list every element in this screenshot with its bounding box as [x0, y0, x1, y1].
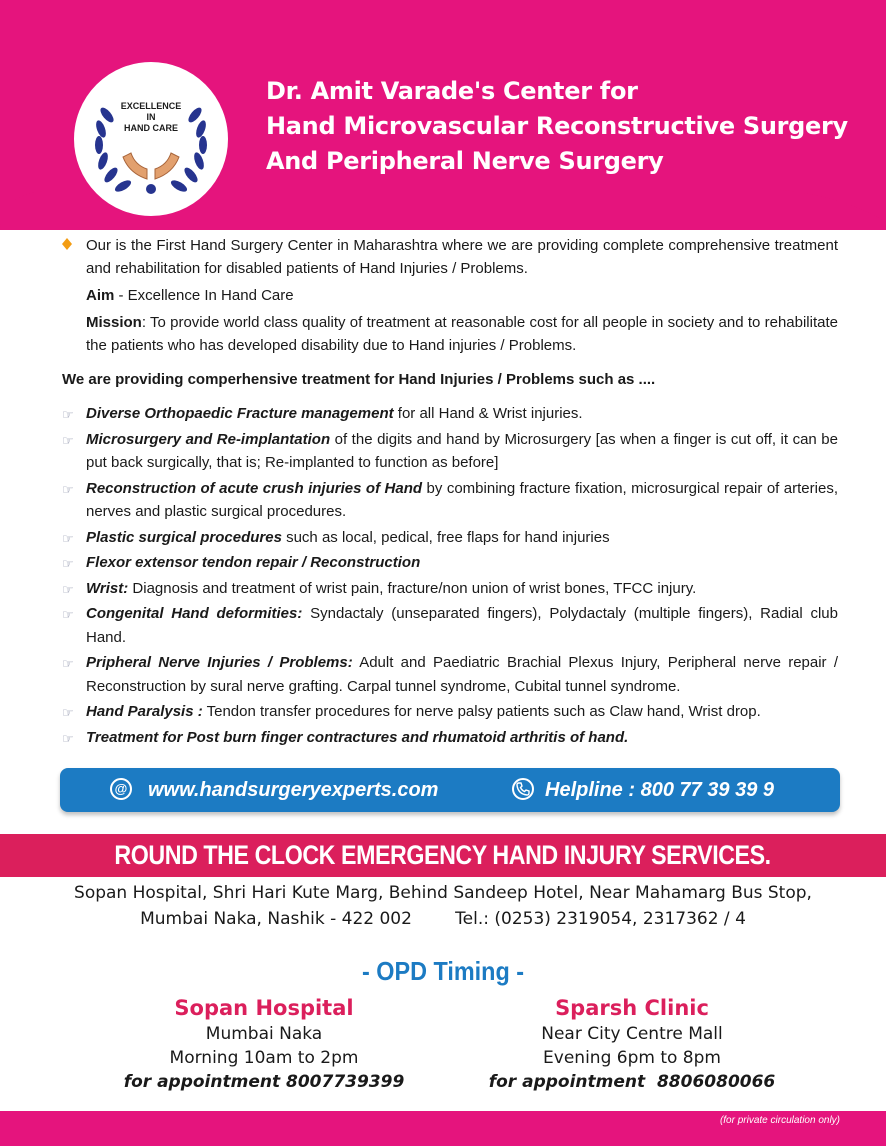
title-line-1: Dr. Amit Varade's Center for — [266, 77, 638, 105]
aim-label: Aim — [86, 287, 115, 304]
pointing-hand-icon: ☞ — [62, 556, 74, 571]
title-line-3: And Peripheral Nerve Surgery — [266, 147, 664, 175]
list-item: ☞ Congenital Hand deformities: Syndactaly (unseparated fingers), Polydactaly (multiple fingers), Radial club Hand. — [62, 605, 838, 646]
pointing-hand-icon: ☞ — [62, 656, 74, 671]
list-item: ☞ Plastic surgical procedures such as local, pedical, free flaps for hand injuries — [62, 526, 838, 550]
list-item: ☞ Wrist: Diagnosis and treatment of wrist pain, fracture/non union of wrist bones, TFCC injury. — [62, 577, 838, 601]
list-item: ☞ Hand Paralysis : Tendon transfer procedures for nerve palsy patients such as Claw hand, Wrist drop. — [62, 700, 838, 724]
pointing-hand-icon: ☞ — [62, 407, 74, 422]
treatments-heading: We are providing comperhensive treatment for Hand Injuries / Problems such as .... — [62, 371, 656, 388]
clinic-location: Near City Centre Mall — [541, 1024, 723, 1044]
aim-text: - Excellence In Hand Care — [114, 287, 294, 304]
list-item: ☞ Microsurgery and Re-implantation of the digits and hand by Microsurgery [as when a finger is cut off, it can be put back surgically, that is; Re-implanted to function as before] — [62, 430, 838, 471]
emergency-text: ROUND THE CLOCK EMERGENCY HAND INJURY SERVICES. — [114, 840, 772, 870]
website-link[interactable]: www.handsurgeryexperts.com — [148, 779, 439, 801]
address-line-2: Mumbai Naka, Nashik - 422 002 Tel.: (0253) 2319054, 2317362 / 4 — [140, 909, 746, 929]
logo-text-line-2: IN — [146, 112, 156, 122]
clinic-name: Sopan Hospital — [174, 996, 354, 1020]
laurel-wreath-icon — [77, 65, 225, 213]
contact-bar — [60, 768, 840, 812]
list-item: ☞ Pripheral Nerve Injuries / Problems: Adult and Paediatric Brachial Plexus Injury, Peripheral nerve repair / Reconstruction by sural nerve grafting. Carpal tunnel syndrome, Cubital tunnel syndrome. — [62, 654, 839, 695]
treatment-list — [62, 402, 838, 751]
list-item: ☞ Flexor extensor tendon repair / Reconstruction — [62, 551, 838, 575]
list-item: ☞ Reconstruction of acute crush injuries of Hand by combining fracture fixation, microsurgical repair of arteries, nerves and plastic surgical procedures. — [62, 479, 838, 520]
clinic-sopan — [84, 994, 444, 1094]
clinic-appointment: for appointment 8806080066 — [488, 1072, 776, 1092]
aim-line — [86, 284, 838, 307]
intro-section — [86, 234, 838, 361]
list-item: ☞ Diverse Orthopaedic Fracture management for all Hand & Wrist injuries. — [62, 402, 838, 426]
address-line-1: Sopan Hospital, Shri Hari Kute Marg, Behind Sandeep Hotel, Near Mahamarg Bus Stop, — [74, 883, 812, 903]
pointing-hand-icon: ☞ — [62, 481, 74, 497]
clinic-sparsh — [452, 994, 812, 1094]
logo-text-line-1: EXCELLENCE — [120, 101, 182, 111]
mission-text: : To provide world class quality of treatment at reasonable cost for all people in society and to rehabilitate the patients who has developed disability due to Hand injuries / Problems. — [86, 314, 838, 354]
pointing-hand-icon: ☞ — [62, 581, 74, 597]
pointing-hand-icon: ☞ — [62, 432, 74, 448]
list-item: ☞ Treatment for Post burn finger contractures and rhumatoid arthritis of hand. — [62, 726, 838, 750]
diamond-bullet-icon — [62, 238, 72, 250]
clinic-location: Mumbai Naka — [205, 1024, 323, 1044]
at-sign-icon: @ — [110, 778, 132, 800]
clinic-appointment: for appointment 8007739399 — [123, 1072, 405, 1092]
opd-title: - OPD Timing - — [361, 956, 525, 986]
pointing-hand-icon: ☞ — [62, 730, 74, 746]
address-block — [0, 880, 886, 932]
pointing-hand-icon: ☞ — [62, 530, 74, 546]
page-title — [266, 74, 866, 179]
intro-paragraph: Our is the First Hand Surgery Center in Maharashtra where we are providing complete comprehensive treatment and rehabilitation for disabled patients of Hand Injuries / Problems. — [86, 237, 838, 277]
helpline-link[interactable]: Helpline : 800 77 39 39 9 — [545, 779, 775, 801]
clinic-name: Sparsh Clinic — [555, 996, 709, 1020]
title-line-2: Hand Microvascular Reconstructive Surgery — [266, 112, 848, 140]
logo-text-line-3: HAND CARE — [124, 123, 178, 133]
footer-note: (for private circulation only) — [719, 1115, 840, 1126]
clinic-timing: Evening 6pm to 8pm — [543, 1048, 721, 1068]
pointing-hand-icon: ☞ — [62, 705, 74, 720]
emergency-banner — [0, 834, 886, 877]
phone-icon — [512, 778, 534, 800]
pointing-hand-icon: ☞ — [62, 607, 74, 622]
clinic-timing: Morning 10am to 2pm — [169, 1048, 359, 1068]
mission-line — [86, 311, 838, 357]
mission-label: Mission — [86, 314, 142, 331]
logo — [74, 62, 228, 216]
